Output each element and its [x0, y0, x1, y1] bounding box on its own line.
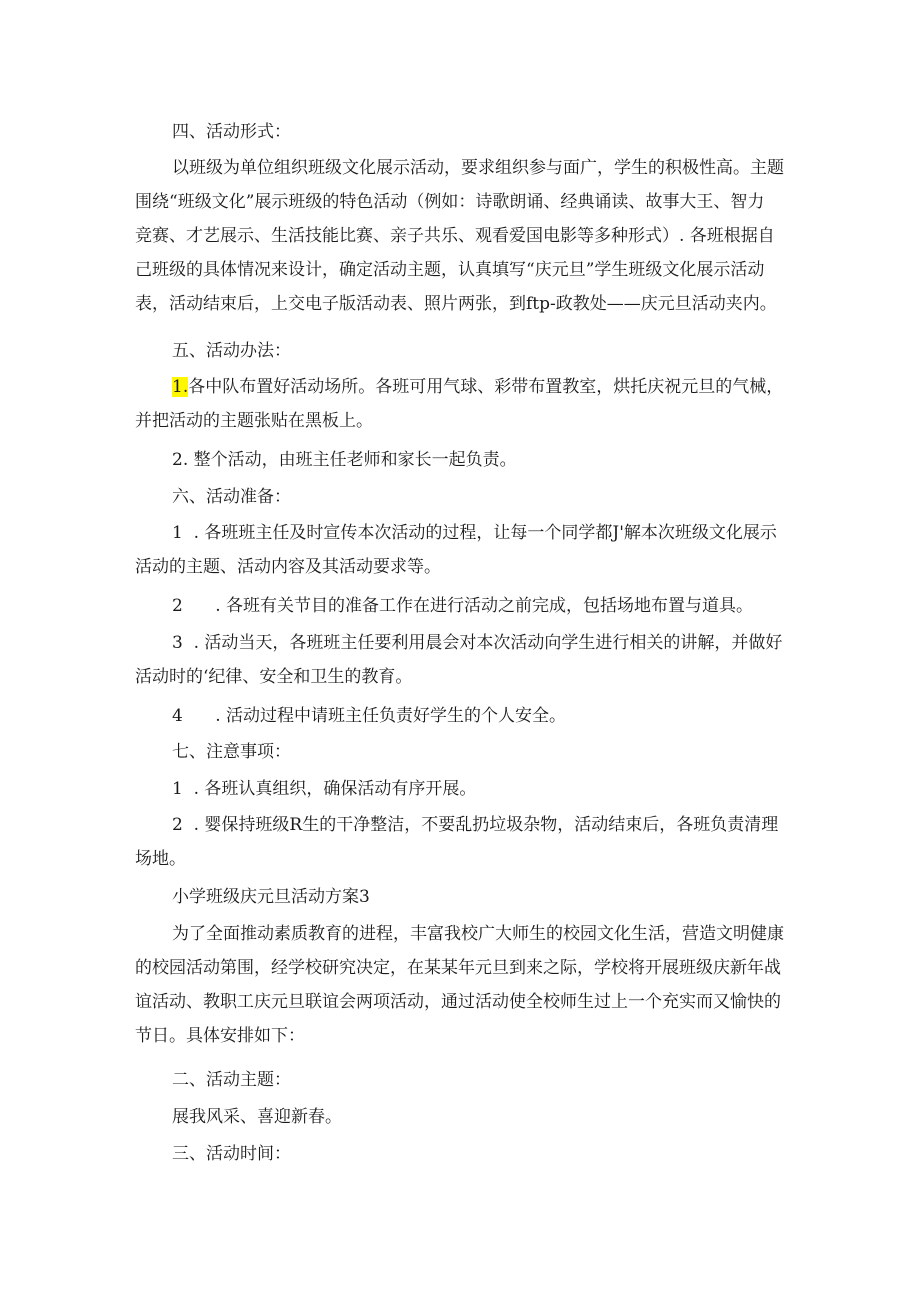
body-line: 围绕“班级文化”展示班级的特色活动（例如：诗歌朗诵、经典诵读、故事大王、智力 — [135, 192, 765, 212]
highlighted-number: 1. — [172, 377, 189, 397]
section-6-heading: 六、活动准备： — [172, 487, 291, 507]
body-line: 己班级的具体情况来设计，确定活动主题，认真填写“庆元旦”学生班级文化展示活动 — [135, 260, 765, 280]
body-line: 表，活动结束后，上交电子版活动表、照片两张，到ftp-政教处——庆元旦活动夹内。 — [135, 294, 777, 314]
plan-3-section-2-body: 展我风采、喜迎新春。 — [172, 1107, 342, 1127]
section-7-heading: 七、注意事项： — [172, 742, 291, 762]
section-6-item-4: 4 . 活动过程中请班主任负责好学生的个人安全。 — [172, 706, 567, 726]
section-6-item-3: 3 . 活动当天，各班班主任要利用晨会对本次活动向学生进行相关的讲解，并做好 活动时的‘纪律、安全和卫生的教育。 — [135, 633, 783, 687]
section-5-item-2: 2. 整个活动，由班主任老师和家长一起负责。 — [172, 450, 517, 470]
section-7-item-2: 2 . 婴保持班级R生的干净整洁，不要乱扔垃圾杂物，活动结束后，各班负责清理 场地。 — [135, 815, 779, 869]
section-5-item-1: 1.各中队布置好活动场所。各班可用气球、彩带布置教室，烘托庆祝元旦的气械， 并把活动的主题张贴在黑板上。 — [135, 377, 784, 431]
section-6-item-1: 1 . 各班班主任及时宣传本次活动的过程，让每一个同学都J'解本次班级文化展示 活动的主题、活动内容及其活动要求等。 — [135, 523, 777, 577]
plan-3-title: 小学班级庆元旦活动方案3 — [172, 887, 370, 907]
section-4-heading: 四、活动形式： — [172, 122, 291, 142]
section-7-item-1: 1 . 各班认真组织，确保活动有序开展。 — [172, 779, 477, 799]
body-line: 以班级为单位组织班级文化展示活动，要求组织参与面广，学生的积极性高。主题 — [172, 158, 784, 178]
plan-3-intro: 为了全面推动素质教育的进程，丰富我校广大师生的校园文化生活，营造文明健康 的校园活动第围，经学校研究决定，在某某年元旦到来之际，学校将开展班级庆新年战 谊活动、教职工庆元旦联谊会两项活动，通过活动使全校师生过上一个充实而又愉快的 节日。具体安排如下： — [135, 924, 784, 1046]
section-6-item-2: 2 . 各班有关节目的准备工作在进行活动之前完成，包括场地布置与道具。 — [172, 596, 754, 616]
plan-3-section-2-heading: 二、活动主题： — [172, 1070, 291, 1090]
section-5-heading: 五、活动办法： — [172, 341, 291, 361]
plan-3-section-3-heading: 三、活动时间： — [172, 1144, 291, 1164]
body-line: 竞赛、才艺展示、生活技能比赛、亲子共乐、观看爱国电影等多种形式）. 各班根据自 — [135, 226, 775, 246]
section-4-body — [135, 151, 792, 321]
